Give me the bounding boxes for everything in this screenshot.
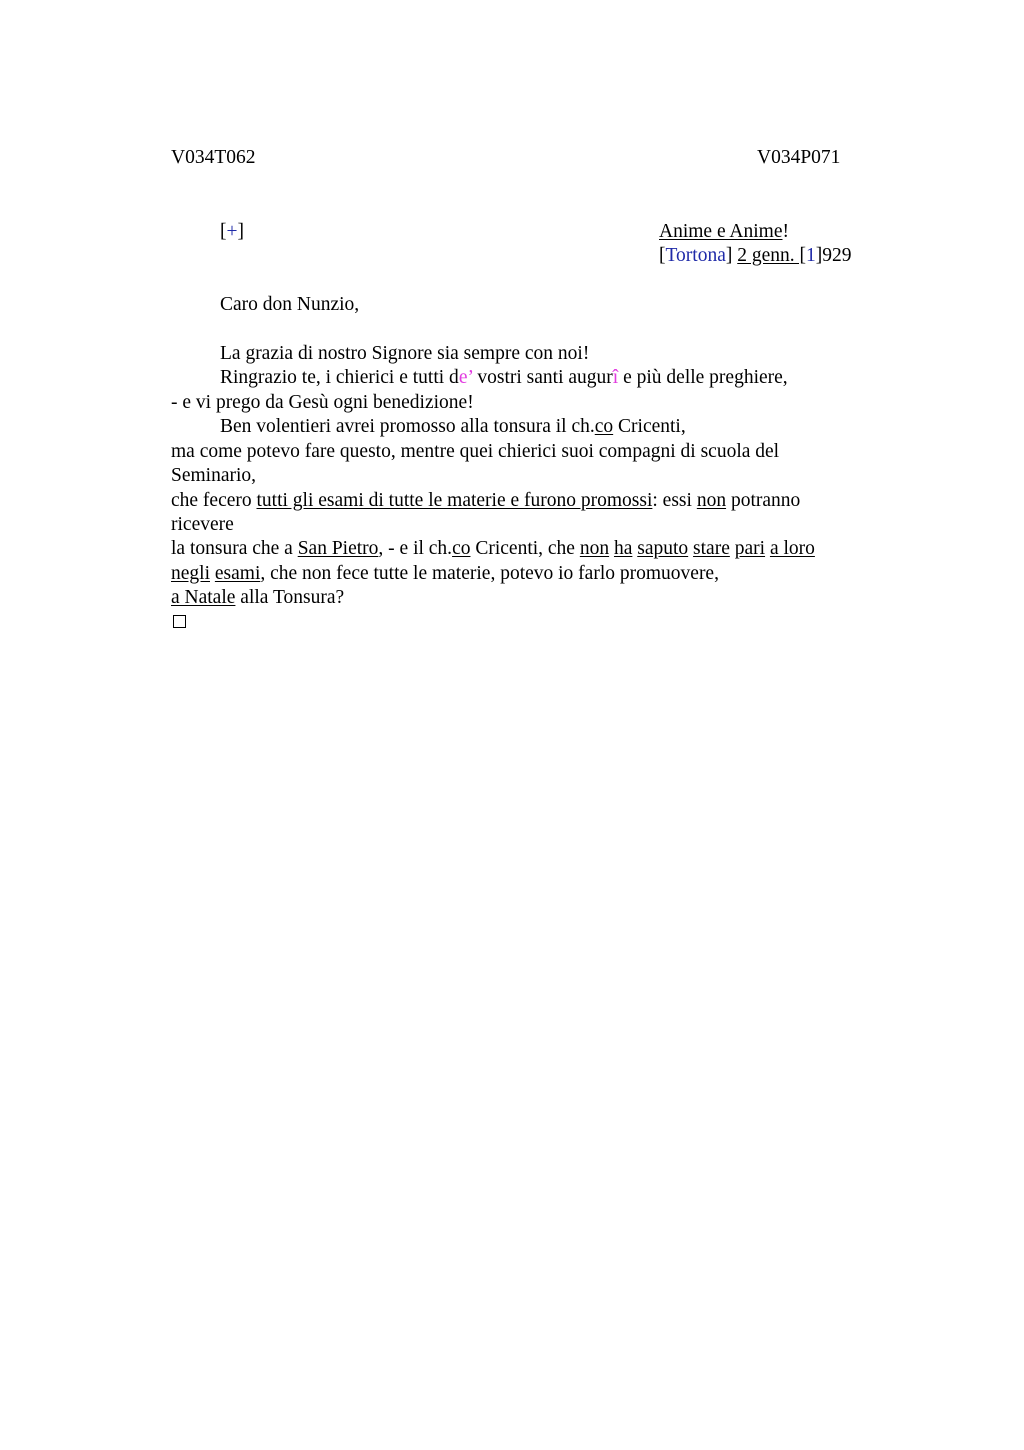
underlined-text: co (594, 416, 614, 437)
date-part-2: ]929 (815, 245, 852, 266)
bracket-open: [ (220, 221, 227, 242)
body-line-3: - e vi prego da Gesù ogni benedizione! (171, 392, 474, 413)
body-line-9 (171, 537, 815, 561)
underlined-text: stare (693, 538, 730, 559)
body-line-4 (220, 415, 686, 439)
underlined-text: pari (734, 538, 766, 559)
text-span: Cricenti, (613, 416, 686, 437)
underlined-text: a Natale (171, 587, 236, 608)
place-name: Tortona (665, 245, 726, 266)
body-line-8: ricevere (171, 514, 234, 535)
body-line-10 (171, 562, 719, 586)
editorial-correction: e’ (458, 367, 473, 388)
document-code-left: V034T062 (171, 147, 256, 168)
salutation: Caro don Nunzio, (220, 294, 360, 315)
text-span: alla Tonsura? (235, 587, 345, 608)
editor-mark[interactable] (220, 220, 244, 244)
text-span: Ringrazio te, i chierici e tutti d (220, 367, 459, 388)
date-part-1: 2 genn. [ (737, 245, 807, 266)
underlined-text: non (579, 538, 610, 559)
text-span: e più delle preghiere, (618, 367, 788, 388)
text-span: la tonsura che a (171, 538, 298, 559)
text-span: che fecero (171, 490, 257, 511)
body-line-2 (220, 366, 788, 390)
text-span: vostri santi augur (472, 367, 613, 388)
letter-title (659, 220, 789, 244)
place-bracket-close: ] (725, 245, 733, 266)
underlined-text: non (696, 490, 727, 511)
underlined-text: ha (613, 538, 633, 559)
underlined-text: San Pietro (297, 538, 379, 559)
text-span: : essi (652, 490, 697, 511)
body-line-11 (171, 586, 344, 610)
letter-title-punct: ! (782, 221, 789, 242)
letter-place-date (659, 244, 852, 268)
text-span: potranno (726, 490, 801, 511)
date-digit: 1 (806, 245, 816, 266)
underlined-text: co (452, 538, 471, 559)
text-span: , che non fece tutte le materie, potevo io farlo promuovere, (260, 563, 719, 584)
place-bracket-open: [ (659, 245, 666, 266)
body-line-7 (171, 489, 800, 513)
body-line-5: ma come potevo fare questo, mentre quei chierici suoi compagni di scuola del (171, 441, 780, 462)
underlined-text: saputo (637, 538, 689, 559)
document-code-right: V034P071 (757, 147, 841, 168)
bracket-close: ] (237, 221, 244, 242)
underlined-text: negli (171, 563, 210, 584)
body-line-6: Seminario, (171, 465, 257, 486)
editorial-correction: î (612, 367, 619, 388)
text-span: , - e il ch. (378, 538, 453, 559)
text-span: Cricenti, che (470, 538, 580, 559)
expand-plus-icon[interactable]: + (226, 221, 238, 242)
underlined-text: tutti gli esami di tutte le materie e furono promossi (256, 490, 653, 511)
end-of-text-box-icon (173, 615, 186, 628)
body-line-1: La grazia di nostro Signore sia sempre con noi! (220, 343, 590, 364)
letter-title-text: Anime e Anime (659, 221, 783, 242)
underlined-text: a loro (769, 538, 815, 559)
text-span: Ben volentieri avrei promosso alla tonsura il ch. (220, 416, 595, 437)
underlined-text: esami (214, 563, 261, 584)
